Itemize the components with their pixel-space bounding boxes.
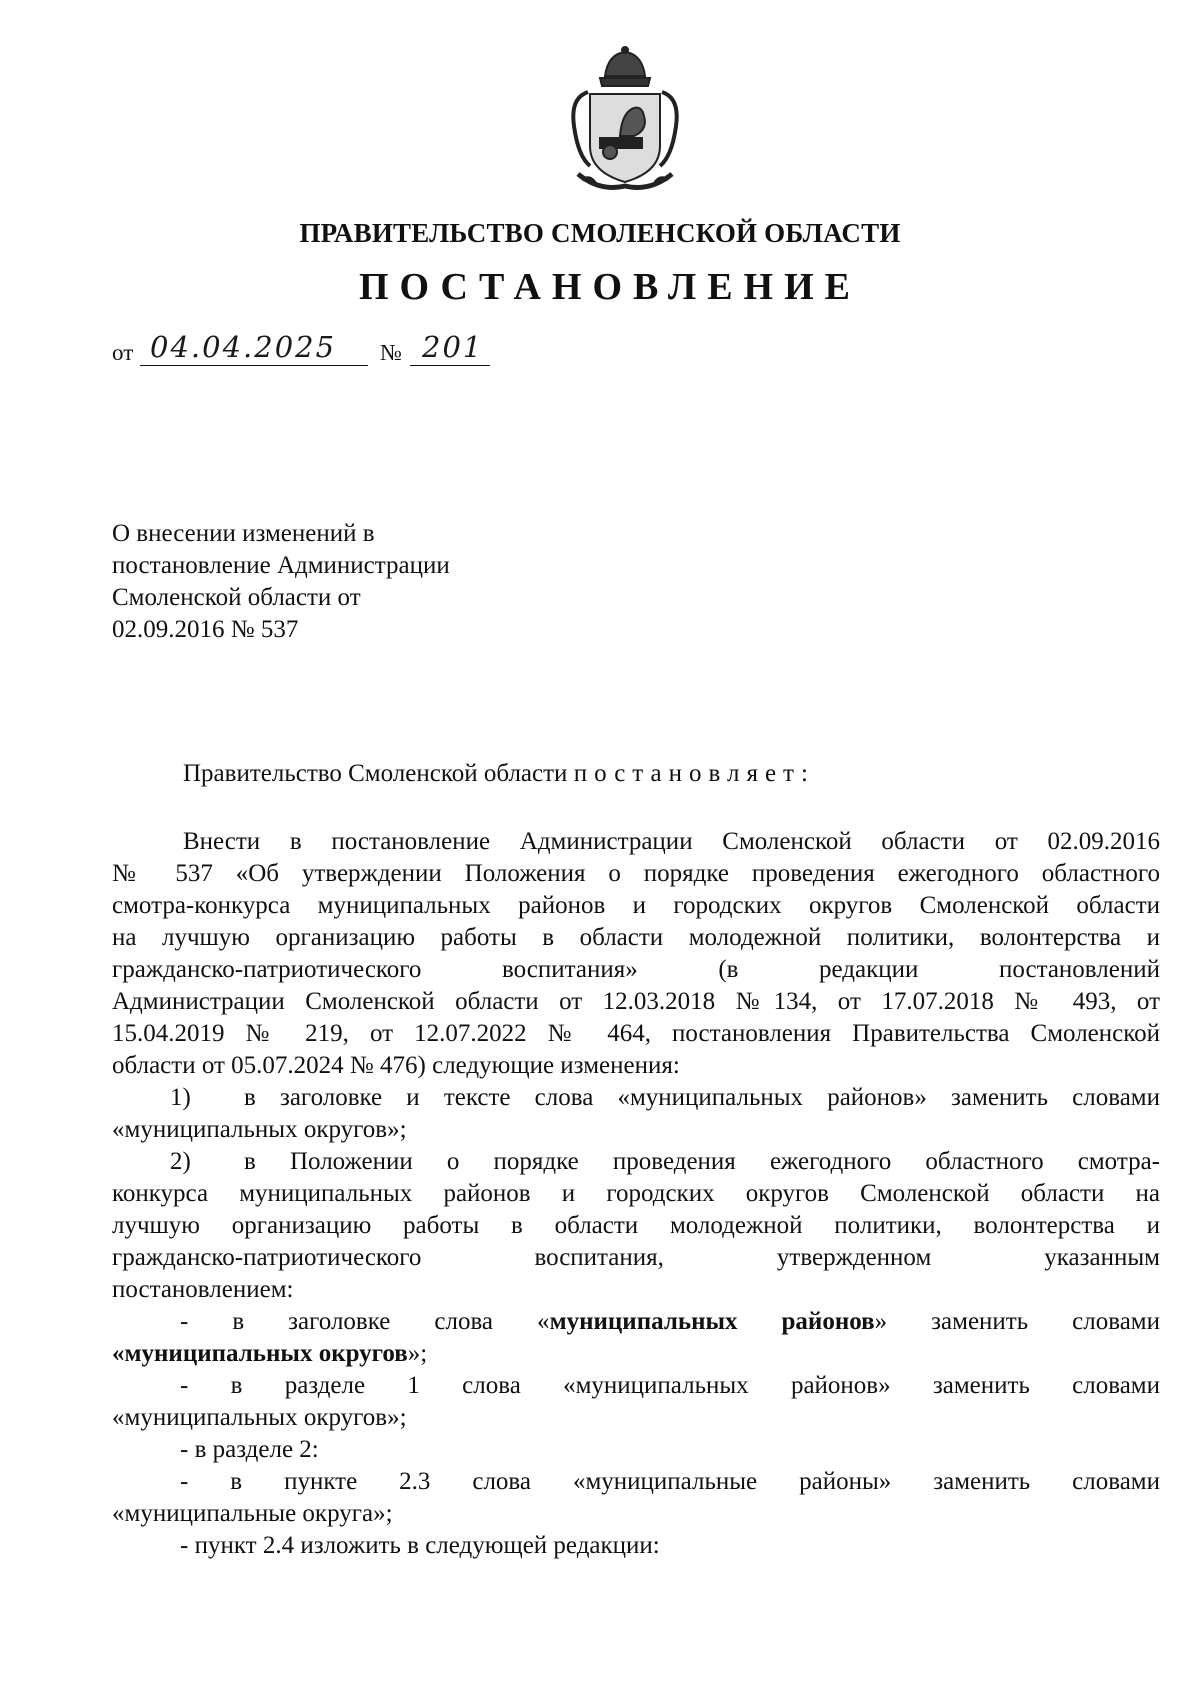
number-underline bbox=[410, 365, 490, 366]
sub-item-title-change bbox=[112, 1306, 1160, 1338]
subject-line: О внесении изменений в bbox=[112, 520, 375, 547]
subject-line: 02.09.2016 № 537 bbox=[112, 616, 299, 643]
coat-of-arms-emblem bbox=[560, 46, 690, 196]
sub-item-point-2-4: - пункт 2.4 изложить в следующей редакции: bbox=[180, 1532, 660, 1559]
paragraph-line: области от 05.07.2024 № 476) следующие изменения: bbox=[112, 1052, 680, 1079]
document-type-title: ПОСТАНОВЛЕНИЕ bbox=[358, 266, 862, 308]
list-item-2 bbox=[112, 1146, 1160, 1178]
list-item-number: 2) bbox=[170, 1148, 191, 1175]
sub-item-continuation bbox=[112, 1338, 1160, 1370]
paragraph-line: гражданско-патриотического воспитания, утвержденном указанным bbox=[112, 1244, 1160, 1271]
paragraph-line: конкурса муниципальных районов и городских округов Смоленской области на bbox=[112, 1180, 1160, 1207]
bold-phrase: муниципальных районов bbox=[549, 1308, 875, 1335]
sub-item-section-2: - в разделе 2: bbox=[180, 1436, 319, 1463]
list-item-number: 1) bbox=[170, 1084, 191, 1111]
bold-phrase: «муниципальных округов bbox=[112, 1340, 408, 1367]
intro-text: Правительство Смоленской области bbox=[183, 760, 568, 787]
subject-line: Смоленской области от bbox=[112, 584, 361, 611]
sub-item-continuation: «муниципальных округов»; bbox=[112, 1404, 407, 1431]
date-underline bbox=[140, 365, 368, 366]
sub-item-continuation: «муниципальные округа»; bbox=[112, 1500, 393, 1527]
paragraph-line: Администрации Смоленской области от 12.03.2018 №134, от 17.07.2018 № 493, от bbox=[112, 988, 1160, 1015]
list-item-1 bbox=[112, 1082, 1160, 1114]
paragraph-line: постановлением: bbox=[112, 1276, 294, 1303]
sub-item-text: - в заголовке слова « bbox=[180, 1308, 550, 1335]
paragraph-line: № 537 «Об утверждении Положения о порядке проведения ежегодного областного bbox=[112, 860, 1160, 887]
date-prefix: от bbox=[112, 340, 134, 365]
paragraph-line: 15.04.2019 № 219, от 12.07.2022 № 464, постановления Правительства Смоленской bbox=[112, 1020, 1160, 1047]
organization-title: ПРАВИТЕЛЬСТВО СМОЛЕНСКОЙ ОБЛАСТИ bbox=[299, 218, 901, 248]
paragraph-line: на лучшую организацию работы в области молодежной политики, волонтерства и bbox=[112, 924, 1160, 951]
document-subject bbox=[112, 518, 450, 646]
main-paragraph bbox=[112, 826, 1160, 1562]
sub-item-text: » заменить словами bbox=[874, 1308, 1160, 1335]
paragraph-line: лучшую организацию работы в области молодежной политики, волонтерства и bbox=[112, 1212, 1160, 1239]
sub-item-text: »; bbox=[407, 1340, 428, 1367]
handwritten-number: 201 bbox=[422, 330, 484, 364]
sub-item-section-1: - в разделе 1 слова «муниципальных районов» заменить словами bbox=[180, 1372, 1160, 1399]
paragraph-line: смотра-конкурса муниципальных районов и городских округов Смоленской области bbox=[112, 892, 1160, 919]
paragraph-line: гражданско-патриотического воспитания» (в редакции постановлений bbox=[112, 956, 1160, 983]
list-item-text: в Положении о порядке проведения ежегодного областного смотра- bbox=[244, 1148, 1160, 1175]
sub-item-point-2-3: - в пункте 2.3 слова «муниципальные районы» заменить словами bbox=[180, 1468, 1160, 1495]
number-prefix: № bbox=[380, 340, 402, 365]
intro-verb: постановляет: bbox=[573, 760, 815, 787]
list-item-text: в заголовке и тексте слова «муниципальных районов» заменить словами bbox=[244, 1084, 1160, 1111]
subject-line: постановление Администрации bbox=[112, 552, 450, 579]
paragraph-line: Внести в постановление Администрации Смоленской области от 02.09.2016 bbox=[183, 828, 1160, 855]
handwritten-date: 04.04.2025 bbox=[150, 330, 337, 364]
intro-sentence bbox=[183, 760, 815, 788]
list-item-1-continuation: «муниципальных округов»; bbox=[112, 1116, 407, 1143]
